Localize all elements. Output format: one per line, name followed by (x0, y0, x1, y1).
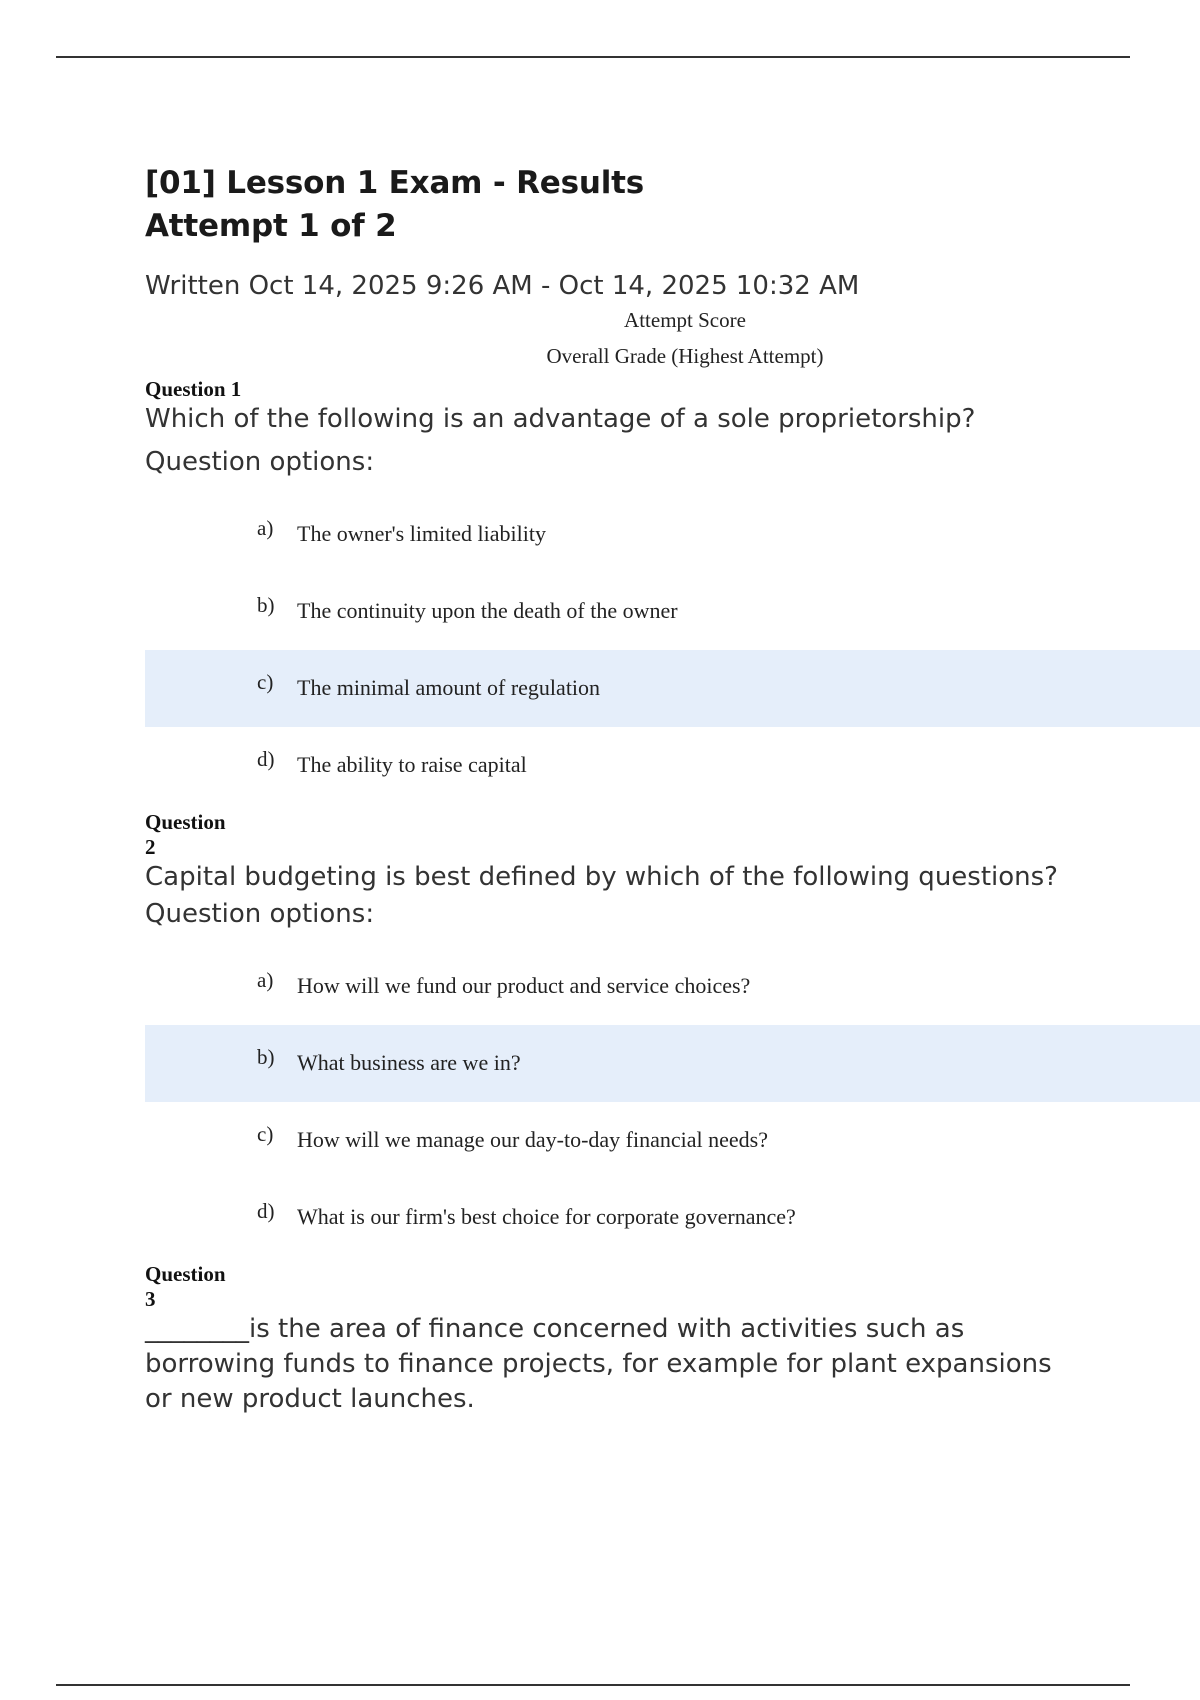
question-text: Which of the following is an advantage of a sole proprietorship? (145, 404, 976, 434)
option-text: The ability to raise capital (297, 752, 527, 777)
option-letter: c) (257, 1122, 274, 1146)
option-list (145, 948, 1200, 1256)
option-letter: a) (257, 968, 274, 992)
option-b[interactable] (145, 573, 1200, 650)
question-label (145, 1262, 245, 1312)
option-d[interactable] (145, 727, 1200, 804)
option-text: How will we fund our product and service choices? (297, 973, 751, 998)
question-2 (145, 810, 1185, 1256)
attempt-score-label: Attempt Score (624, 308, 746, 332)
option-text: How will we manage our day-to-day financial needs? (297, 1127, 768, 1152)
option-text: The minimal amount of regulation (297, 675, 601, 700)
written-timestamp: Written Oct 14, 2025 9:26 AM - Oct 14, 2025 10:32 AM (145, 271, 860, 301)
question-label-word: Question (145, 1262, 226, 1286)
question-text: Capital budgeting is best defined by which of the following questions? (145, 862, 1058, 892)
option-d[interactable] (145, 1179, 1200, 1256)
question-1 (145, 377, 1185, 804)
question-options-label: Question options: (145, 447, 375, 477)
option-letter: d) (257, 1199, 275, 1223)
option-letter: b) (257, 593, 275, 617)
top-rule (56, 56, 1130, 58)
option-text: What business are we in? (297, 1050, 521, 1075)
option-text: The owner's limited liability (297, 521, 546, 546)
option-letter: b) (257, 1045, 275, 1069)
option-c[interactable] (145, 1102, 1200, 1179)
question-label (145, 810, 245, 860)
option-text: What is our firm's best choice for corporate governance? (297, 1204, 796, 1229)
option-letter: a) (257, 516, 274, 540)
option-letter: c) (257, 670, 274, 694)
bottom-rule (56, 1684, 1130, 1686)
option-c-selected[interactable] (145, 650, 1200, 727)
question-label: Question 1 (145, 377, 242, 401)
option-a[interactable] (145, 496, 1200, 573)
option-b-selected[interactable] (145, 1025, 1200, 1102)
overall-grade-label: Overall Grade (Highest Attempt) (546, 344, 824, 368)
question-text: ________is the area of finance concerned with activities such as borrowing funds to finance projects, for example for plant expansions or new product launches. (145, 1314, 1052, 1414)
page-title: [01] Lesson 1 Exam - Results (145, 165, 645, 201)
option-letter: d) (257, 747, 275, 771)
question-3 (145, 1262, 1185, 1417)
option-list (145, 496, 1200, 804)
question-label-number: 3 (145, 1287, 156, 1311)
option-text: The continuity upon the death of the owner (297, 598, 678, 623)
question-options-label: Question options: (145, 899, 375, 929)
question-label-word: Question (145, 810, 226, 834)
exam-results (145, 162, 1185, 1417)
question-label-number: 2 (145, 835, 156, 859)
attempt-heading: Attempt 1 of 2 (145, 208, 397, 244)
option-a[interactable] (145, 948, 1200, 1025)
